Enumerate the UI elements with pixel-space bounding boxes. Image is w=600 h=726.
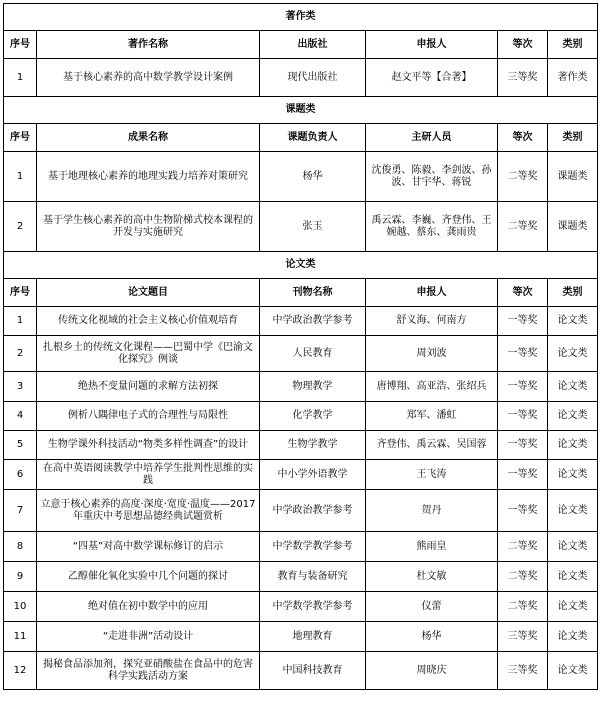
col-header-grade: 等次: [498, 31, 548, 59]
cell-journal: 中学政治教学参考: [260, 307, 366, 336]
cell-index: 11: [4, 622, 37, 652]
cell-category: 课题类: [548, 152, 598, 202]
cell-grade: 一等奖: [498, 336, 548, 372]
cell-category: 论文类: [548, 372, 598, 402]
cell-index: 7: [4, 490, 37, 532]
cell-grade: 一等奖: [498, 460, 548, 490]
cell-journal: 生物学教学: [260, 431, 366, 460]
col-header-grade: 等次: [498, 279, 548, 307]
cell-grade: 一等奖: [498, 431, 548, 460]
cell-journal: 中学数学教学参考: [260, 592, 366, 622]
table-row: [4, 431, 598, 460]
cell-index: 1: [4, 307, 37, 336]
awards-table: [3, 3, 598, 690]
cell-applicant: 杜文敏: [366, 562, 498, 592]
cell-leader: 张玉: [260, 202, 366, 252]
cell-grade: 一等奖: [498, 490, 548, 532]
cell-title: 扎根乡土的传统文化课程——巴蜀中学《巴渝文化探究》例谈: [37, 336, 260, 372]
cell-grade: 二等奖: [498, 532, 548, 562]
cell-publisher: 现代出版社: [260, 59, 366, 97]
cell-journal: 地理教育: [260, 622, 366, 652]
cell-category: 论文类: [548, 652, 598, 690]
header-row: [4, 31, 598, 59]
cell-category: 论文类: [548, 622, 598, 652]
cell-category: 论文类: [548, 307, 598, 336]
cell-title: 在高中英语阅读教学中培养学生批判性思维的实践: [37, 460, 260, 490]
cell-grade: 三等奖: [498, 622, 548, 652]
cell-title: 生物学课外科技活动“物类多样性调查”的设计: [37, 431, 260, 460]
cell-applicant: 齐登伟、禹云霖、吴国蓉: [366, 431, 498, 460]
col-header-title: 成果名称: [37, 124, 260, 152]
col-header-leader: 课题负责人: [260, 124, 366, 152]
cell-journal: 中学政治教学参考: [260, 490, 366, 532]
cell-index: 5: [4, 431, 37, 460]
cell-title: 基于学生核心素养的高中生物阶梯式校本课程的开发与实施研究: [37, 202, 260, 252]
col-header-researchers: 主研人员: [366, 124, 498, 152]
table-row: [4, 59, 598, 97]
table-row: [4, 152, 598, 202]
col-header-journal: 刊物名称: [260, 279, 366, 307]
header-row: [4, 279, 598, 307]
cell-journal: 教育与装备研究: [260, 562, 366, 592]
cell-index: 10: [4, 592, 37, 622]
cell-grade: 二等奖: [498, 152, 548, 202]
cell-category: 论文类: [548, 562, 598, 592]
cell-index: 4: [4, 402, 37, 431]
cell-grade: 一等奖: [498, 307, 548, 336]
cell-grade: 三等奖: [498, 652, 548, 690]
cell-journal: 化学教学: [260, 402, 366, 431]
cell-applicant: 杨华: [366, 622, 498, 652]
cell-applicant: 仪蕾: [366, 592, 498, 622]
cell-researchers: 沈俊勇、陈毅、李剑波、孙波、甘宇华、蒋锐: [366, 152, 498, 202]
section-title: 著作类: [4, 4, 598, 31]
cell-grade: 三等奖: [498, 59, 548, 97]
cell-title: 立意于核心素养的高度·深度·宽度·温度——2017年重庆中考思想品德经典试题赏析: [37, 490, 260, 532]
cell-index: 1: [4, 59, 37, 97]
col-header-applicant: 申报人: [366, 279, 498, 307]
cell-applicant: 周晓庆: [366, 652, 498, 690]
cell-category: 课题类: [548, 202, 598, 252]
cell-applicant: 赵文平等【合著】: [366, 59, 498, 97]
cell-applicant: 郑军、潘虹: [366, 402, 498, 431]
cell-category: 论文类: [548, 532, 598, 562]
col-header-title: 著作名称: [37, 31, 260, 59]
cell-index: 6: [4, 460, 37, 490]
cell-title: 绝对值在初中数学中的应用: [37, 592, 260, 622]
cell-index: 12: [4, 652, 37, 690]
table-row: [4, 307, 598, 336]
table-row: [4, 532, 598, 562]
table-row: [4, 592, 598, 622]
cell-index: 2: [4, 202, 37, 252]
table-row: [4, 202, 598, 252]
cell-applicant: 贺丹: [366, 490, 498, 532]
cell-category: 论文类: [548, 460, 598, 490]
cell-journal: 物理教学: [260, 372, 366, 402]
cell-title: 传统文化视域的社会主义核心价值观培育: [37, 307, 260, 336]
cell-journal: 中小学外语教学: [260, 460, 366, 490]
cell-journal: 中国科技教育: [260, 652, 366, 690]
cell-grade: 二等奖: [498, 592, 548, 622]
table-row: [4, 460, 598, 490]
col-header-category: 类别: [548, 31, 598, 59]
cell-applicant: 王飞涛: [366, 460, 498, 490]
section-title: 课题类: [4, 97, 598, 124]
cell-journal: 中学数学教学参考: [260, 532, 366, 562]
cell-applicant: 周刘波: [366, 336, 498, 372]
cell-researchers: 禹云霖、李巍、齐登伟、王婉越、蔡东、龚雨贵: [366, 202, 498, 252]
col-header-index: 序号: [4, 279, 37, 307]
col-header-grade: 等次: [498, 124, 548, 152]
cell-applicant: 舒义海、何南方: [366, 307, 498, 336]
cell-title: 例析八隅律电子式的合理性与局限性: [37, 402, 260, 431]
cell-title: 揭秘食品添加剂，探究亚硝酸盐在食品中的危害科学实践活动方案: [37, 652, 260, 690]
header-row: [4, 124, 598, 152]
cell-index: 8: [4, 532, 37, 562]
cell-category: 论文类: [548, 336, 598, 372]
col-header-index: 序号: [4, 124, 37, 152]
section-row: [4, 4, 598, 31]
cell-category: 著作类: [548, 59, 598, 97]
cell-title: “走进非洲”活动设计: [37, 622, 260, 652]
col-header-title: 论文题目: [37, 279, 260, 307]
table-row: [4, 490, 598, 532]
cell-category: 论文类: [548, 490, 598, 532]
cell-title: 基于核心素养的高中数学教学设计案例: [37, 59, 260, 97]
cell-grade: 二等奖: [498, 202, 548, 252]
col-header-category: 类别: [548, 279, 598, 307]
cell-category: 论文类: [548, 592, 598, 622]
cell-category: 论文类: [548, 431, 598, 460]
section-row: [4, 252, 598, 279]
cell-index: 1: [4, 152, 37, 202]
cell-title: 乙醇催化氧化实验中几个问题的探讨: [37, 562, 260, 592]
cell-applicant: 熊雨皇: [366, 532, 498, 562]
section-title: 论文类: [4, 252, 598, 279]
cell-leader: 杨华: [260, 152, 366, 202]
cell-grade: 二等奖: [498, 562, 548, 592]
col-header-category: 类别: [548, 124, 598, 152]
col-header-applicant: 申报人: [366, 31, 498, 59]
table-row: [4, 402, 598, 431]
cell-title: 绝热不变量问题的求解方法初探: [37, 372, 260, 402]
cell-grade: 一等奖: [498, 402, 548, 431]
table-row: [4, 652, 598, 690]
cell-title: “四基”对高中数学课标修订的启示: [37, 532, 260, 562]
table-row: [4, 622, 598, 652]
cell-index: 3: [4, 372, 37, 402]
cell-journal: 人民教育: [260, 336, 366, 372]
section-row: [4, 97, 598, 124]
col-header-index: 序号: [4, 31, 37, 59]
table-row: [4, 372, 598, 402]
cell-title: 基于地理核心素养的地理实践力培养对策研究: [37, 152, 260, 202]
table-row: [4, 562, 598, 592]
cell-applicant: 唐博翔、高亚浩、张绍兵: [366, 372, 498, 402]
table-row: [4, 336, 598, 372]
cell-index: 2: [4, 336, 37, 372]
cell-grade: 一等奖: [498, 372, 548, 402]
cell-category: 论文类: [548, 402, 598, 431]
cell-index: 9: [4, 562, 37, 592]
col-header-publisher: 出版社: [260, 31, 366, 59]
